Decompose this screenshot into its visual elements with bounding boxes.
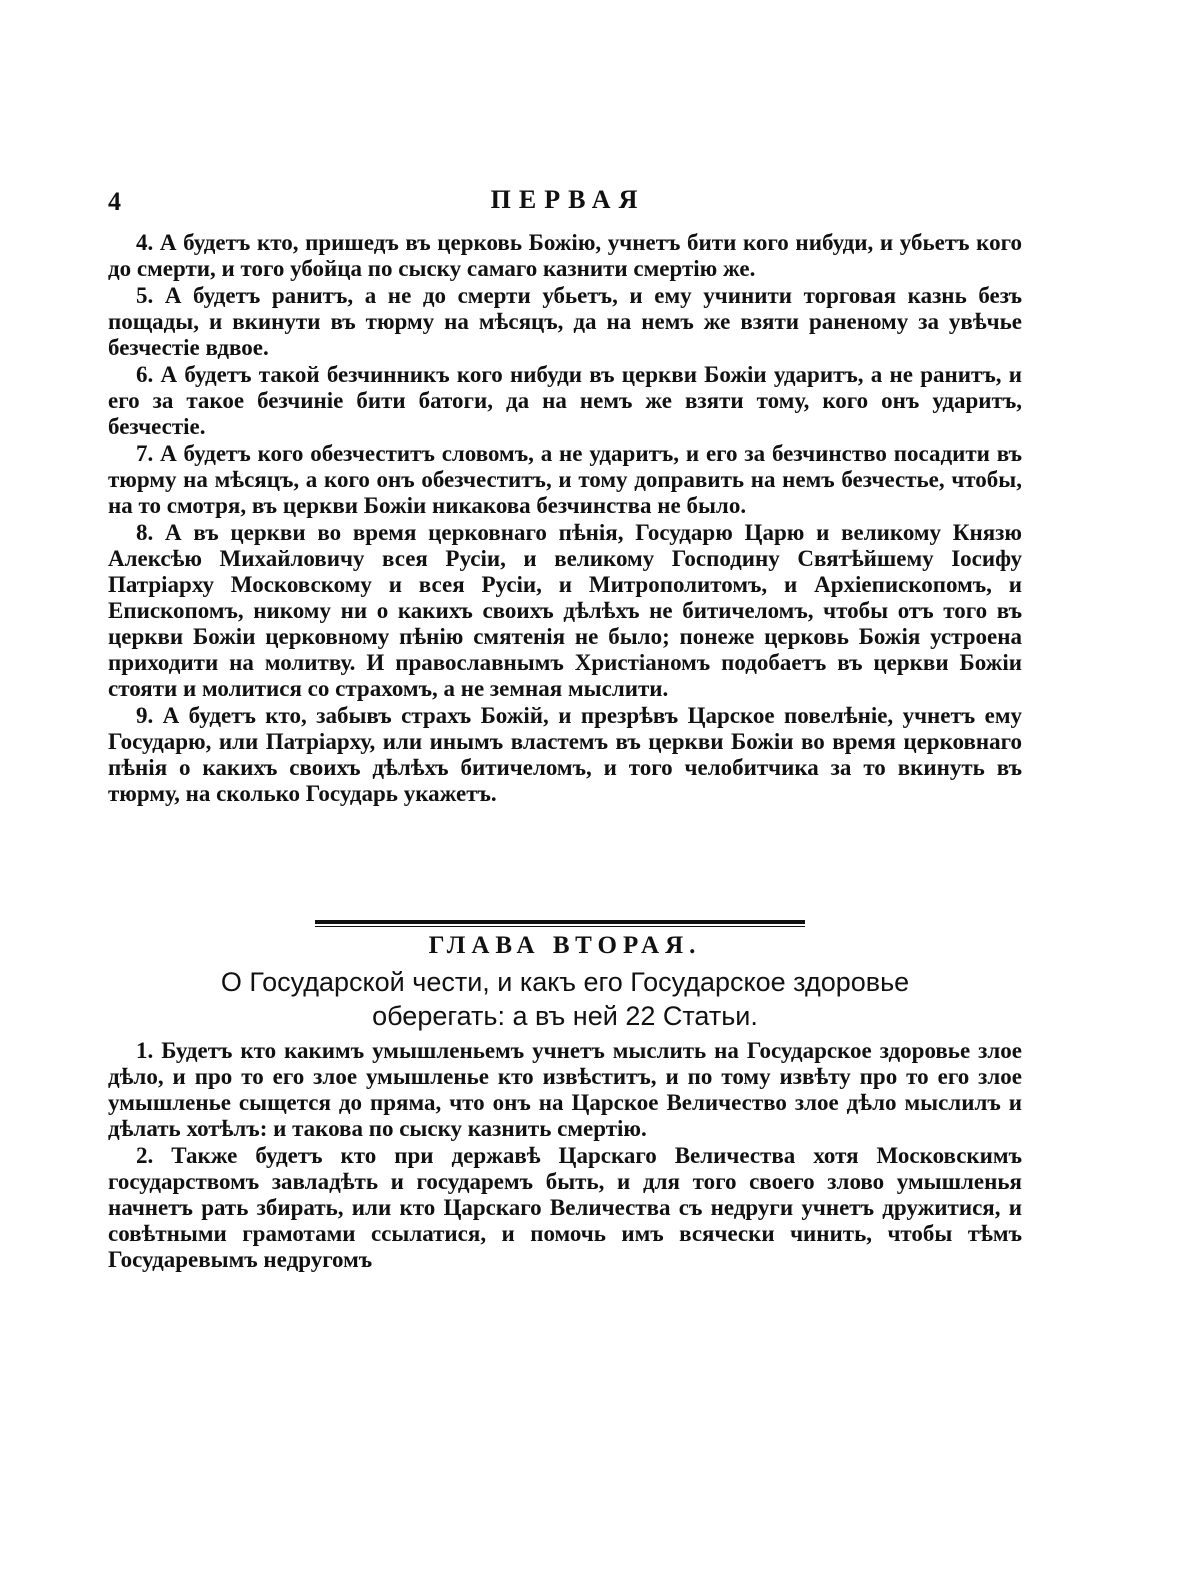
- article-8: 8. А въ церкви во время церковнаго пѣнія, Государю Царю и великому Князю Алексѣю Михайловичу всея Русіи, и великому Господину Святѣйшему Іосифу Патріарху Московскому и всея Русіи, и Митрополитомъ, и Архіепископомъ, и Епископомъ, никому ни о какихъ своихъ дѣлѣхъ не битичеломъ, чтобы отъ того въ церкви Божіи церковному пѣнію смятенія не было; понеже церковь Божія устроена приходити на молитву. И православнымъ Христіаномъ подобаетъ въ церкви Божіи стояти и молитися со страхомъ, а не земная мыслити.: [108, 520, 1022, 701]
- chapter-two-article-2: 2. Также будетъ кто при державѣ Царскаго Величества хотя Московскимъ государствомъ завладѣть и государемъ быть, и для того своего злово умышленья начнетъ рать збирать, или кто Царскаго Величества съ недруги учнетъ дружитися, и совѣтными грамотами ссылатися, и помочь имъ всячески чинить, чтобы тѣмъ Государевымъ недругомъ: [108, 1143, 1022, 1272]
- page-number: 4: [108, 187, 121, 216]
- article-5: 5. А будетъ ранитъ, а не до смерти убьетъ, и ему учинити торговая казнь безъ пощады, и вкинути въ тюрму на мѣсяцъ, да на немъ же взяти раненому за увѣчье безчестіе вдвое.: [108, 283, 1022, 360]
- chapter-subtitle: О Государской чести, и какъ его Государское здоровье оберегать: а въ ней 22 Статьи.: [220, 967, 910, 1031]
- chapter-title: ГЛАВА ВТОРАЯ.: [428, 932, 702, 959]
- articles-top: [108, 230, 1022, 807]
- article-7: 7. А будетъ кого обезчеститъ словомъ, а не ударитъ, и его за безчинство посадити въ тюрму на мѣсяцъ, а кого онъ обезчеститъ, и тому доправить на немъ безчестье, чтобы, на то смотря, въ церкви Божіи никакова безчинства не было.: [108, 441, 1022, 518]
- chapter-divider: [315, 920, 805, 924]
- running-title: ПЕРВАЯ: [490, 185, 646, 214]
- article-6: 6. А будетъ такой безчинникъ кого нибуди въ церкви Божіи ударитъ, а не ранитъ, и его за такое безчиніе бити батоги, да на немъ же взяти тому, кого онъ ударитъ, безчестіе.: [108, 362, 1022, 439]
- articles-chapter-two: [108, 1038, 1022, 1273]
- article-4: 4. А будетъ кто, пришедъ въ церковь Божію, учнетъ бити кого нибуди, и убьетъ кого до смерти, и того убойца по сыску самаго казнити смертію же.: [108, 230, 1022, 281]
- chapter-two-article-1: 1. Будетъ кто какимъ умышленьемъ учнетъ мыслить на Государское здоровье злое дѣло, и про то его злое умышленье кто извѣститъ, и по тому извѣту про то его злое умышленье сыщется до пряма, что онъ на Царское Величество злое дѣло мыслилъ и дѣлать хотѣлъ: и такова по сыску казнить смертію.: [108, 1038, 1022, 1141]
- article-9: 9. А будетъ кто, забывъ страхъ Божій, и презрѣвъ Царское повелѣніе, учнетъ ему Государю, или Патріарху, или инымъ властемъ въ церкви Божіи во время церковнаго пѣнія о какихъ своихъ дѣлѣхъ битичеломъ, и того челобитчика за то вкинуть въ тюрму, на сколько Государь укажетъ.: [108, 703, 1022, 806]
- page-header: [108, 185, 1028, 225]
